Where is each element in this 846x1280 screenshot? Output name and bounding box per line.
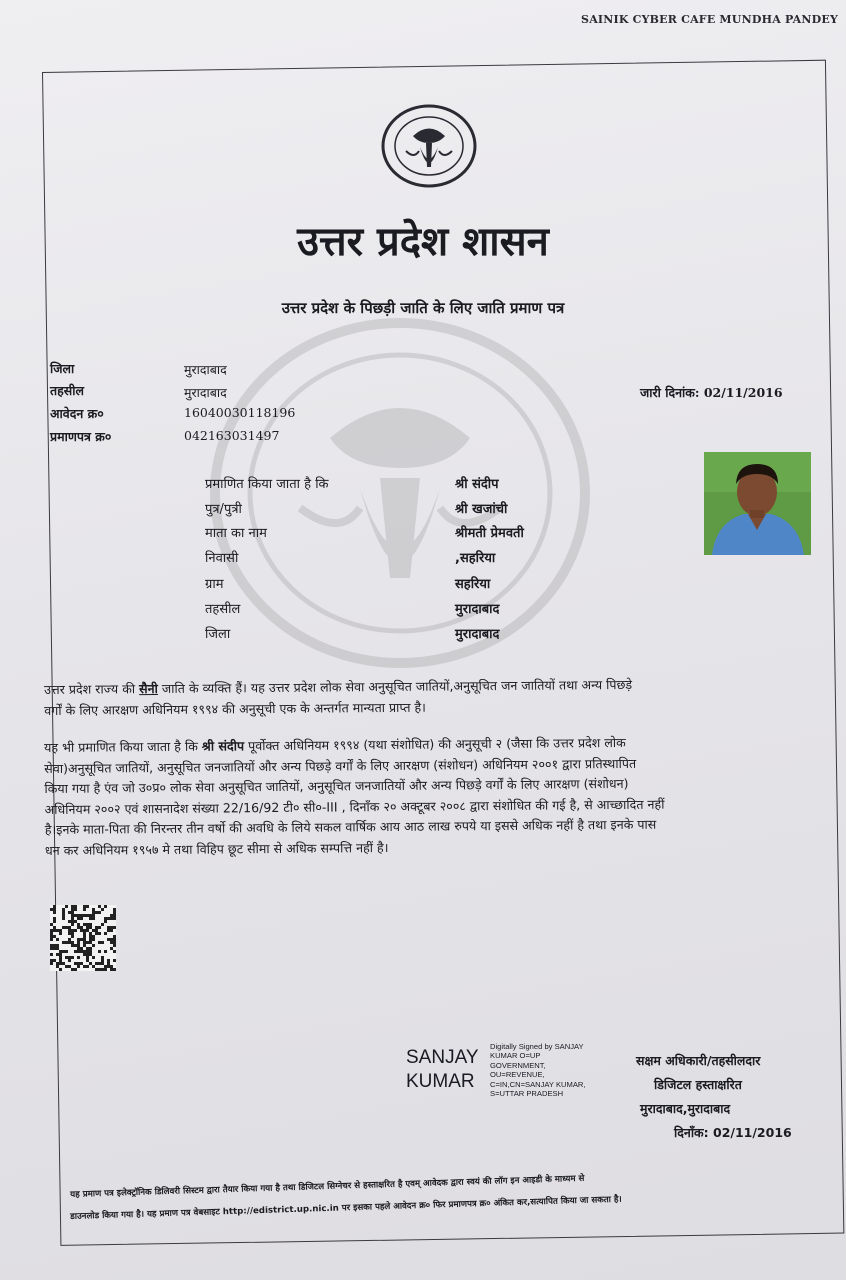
sig-note-line5: C=IN,CN=SANJAY KUMAR, bbox=[490, 1079, 586, 1089]
meta-label-district: जिला bbox=[50, 361, 75, 376]
authority-title: सक्षम अधिकारी/तहसीलदार bbox=[636, 1053, 761, 1068]
para2-line2: सेवा)अनुसूचित जातियों, अनुसूचित जनजातियों और अन्य पिछड़े वर्गों के लिए आरक्षण (संशोधन) अधिनियम २००१ द्वारा प्रतिस्थापित bbox=[44, 755, 637, 776]
signer-name-line1: SANJAY bbox=[406, 1047, 479, 1068]
meta-value-certificate-no: 042163031497 bbox=[184, 428, 280, 443]
authority-digital-signed: डिजिटल हस्ताक्षरित bbox=[654, 1077, 742, 1092]
detail-label-district: जिला bbox=[205, 627, 231, 642]
para2-line5: है।इनके माता-पिता की निरन्तर तीन वर्षो की अवधि के लिये सकल वार्षिक आय आठ लाख रुपये या इससे अधिक नहीं है तथा इनके पास bbox=[44, 816, 657, 837]
para1-line2: वर्गों के लिए आरक्षण अधिनियम १९९४ की अनुसूची एक के अन्तर्गत मान्यता प्राप्त है। bbox=[44, 699, 426, 718]
detail-label-tehsil: तहसील bbox=[205, 602, 241, 617]
qr-code-icon bbox=[50, 905, 116, 971]
sig-note-line2: KUMAR O=UP bbox=[490, 1051, 541, 1061]
applicant-photo bbox=[704, 452, 811, 555]
detail-value-name: श्री संदीप bbox=[455, 477, 499, 492]
footer-line1: यह प्रमाण पत्र इलेक्ट्रॉनिक डिलिवरी सिस्टम द्वारा तैयार किया गया है तथा डिजिटल सिग्नेचर से हस्ताक्षरित है एवम् आवेदक द्वारा स्वयं की लॉग इन आइडी के माध्यम से bbox=[70, 1173, 585, 1200]
caste-name: सैनी bbox=[139, 681, 158, 697]
para2-line4: अधिनियम २००२ एवं शासनादेश संख्या 22/16/92 टी० सी०-III , दिनाँक २० अक्टूबर २००८ द्वारा संशोधित की गई है, से आच्छादित नहीं bbox=[44, 796, 665, 817]
detail-value-resident: ,सहरिया bbox=[455, 551, 496, 566]
meta-label-application-no: आवेदन क्र० bbox=[50, 406, 104, 421]
up-government-emblem-icon bbox=[380, 103, 478, 189]
meta-label-tehsil: तहसील bbox=[50, 383, 84, 398]
detail-label-son-daughter: पुत्र/पुत्री bbox=[205, 502, 242, 517]
certification-paragraph bbox=[44, 731, 805, 861]
detail-value-father: श्री खजांची bbox=[455, 502, 508, 517]
authority-location: मुरादाबाद,मुरादाबाद bbox=[640, 1101, 731, 1116]
para2-line3: किया गया है एंव जो उ०प्र० लोक सेवा अनुसूचित जातियों, अनुसूचित जनजातियों और अन्य पिछड़े वर्गों के लिए आरक्षण (संशोधन) bbox=[44, 775, 629, 796]
signer-name bbox=[406, 1046, 479, 1094]
caste-paragraph bbox=[44, 673, 804, 721]
para2-prefix: यह भी प्रमाणित किया जाता है कि bbox=[44, 738, 202, 755]
sig-note-line1: Digitally Signed by SANJAY bbox=[490, 1042, 584, 1051]
emblem-watermark-icon bbox=[210, 318, 590, 668]
detail-value-mother: श्रीमती प्रेमवती bbox=[455, 526, 524, 541]
meta-value-district: मुरादाबाद bbox=[184, 362, 227, 377]
certificate-title: उत्तर प्रदेश के पिछड़ी जाति के लिए जाति प्रमाण पत्र bbox=[281, 299, 565, 317]
detail-label-resident: निवासी bbox=[205, 551, 239, 566]
signer-name-line2: KUMAR bbox=[406, 1071, 475, 1092]
detail-value-district: मुरादाबाद bbox=[455, 627, 500, 642]
meta-value-application-no: 16040030118196 bbox=[184, 405, 296, 420]
para1-prefix: उत्तर प्रदेश राज्य की bbox=[44, 681, 140, 697]
detail-value-village: सहरिया bbox=[455, 577, 491, 592]
issue-date: जारी दिनांक: 02/11/2016 bbox=[640, 385, 783, 400]
digital-signature-note bbox=[490, 1042, 610, 1098]
sig-note-line4: OU=REVENUE, bbox=[490, 1070, 545, 1080]
detail-label-certified: प्रमाणित किया जाता है कि bbox=[205, 477, 329, 492]
authority-date: दिनाँक: 02/11/2016 bbox=[674, 1125, 792, 1140]
detail-value-tehsil: मुरादाबाद bbox=[455, 602, 500, 617]
detail-label-village: ग्राम bbox=[205, 577, 224, 592]
government-title: उत्तर प्रदेश शासन bbox=[297, 219, 549, 265]
detail-label-mother: माता का नाम bbox=[205, 526, 267, 541]
footer-line2: डाउनलोड किया गया है। यह प्रमाण पत्र वेबसाइट http://edistrict.up.nic.in पर इसका पहले आवेदन क्र० फिर प्रमाणपत्र क्र० अंकित कर,सत्यापित किया जा सकता है। bbox=[70, 1194, 622, 1222]
sig-note-line3: GOVERNMENT, bbox=[490, 1060, 546, 1070]
para2-line6: धन कर अधिनियम १९५७ मे तथा विहिप छूट सीमा से अधिक सम्पत्ति नहीं है। bbox=[44, 839, 389, 858]
cafe-header-note: SAINIK CYBER CAFE MUNDHA PANDEY bbox=[581, 13, 838, 26]
para2-name: श्री संदीप bbox=[201, 738, 245, 754]
meta-label-certificate-no: प्रमाणपत्र क्र० bbox=[50, 429, 112, 444]
para1-line1: जाति के व्यक्ति हैं। यह उत्तर प्रदेश लोक सेवा अनुसूचित जातियों,अनुसूचित जन जातियों तथा अन्य पिछड़े bbox=[157, 676, 633, 697]
sig-note-line6: S=UTTAR PRADESH bbox=[490, 1089, 564, 1099]
para2-line1: पूर्वोक्त अधिनियम १९९४ (यथा संशोधित) की अनुसूची २ (जैसा कि उत्तर प्रदेश लोक bbox=[244, 734, 626, 754]
meta-value-tehsil: मुरादाबाद bbox=[184, 385, 227, 400]
person-photo-icon bbox=[704, 452, 811, 555]
